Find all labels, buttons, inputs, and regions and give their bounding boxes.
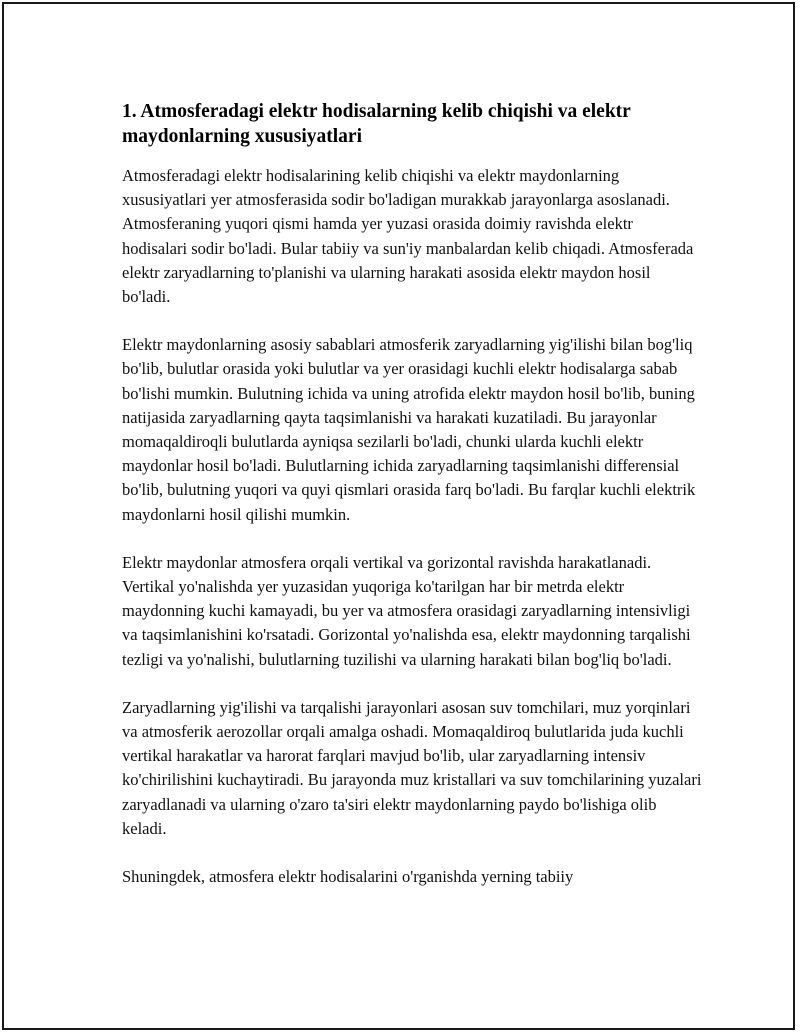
paragraph-5: Shuningdek, atmosfera elektr hodisalarini o'rganishda yerning tabiiy [122,867,574,887]
document-body [122,99,702,913]
paragraph-1: Atmosferadagi elektr hodisalarining kelib chiqishi va elektr maydonlarning xususiyatlari yer atmosferasida sodir bo'ladigan murakkab jarayonlarga asoslanadi. Atmosferaning yuqori qismi hamda yer yuzasi orasida doimiy ravishda elektr hodisalari sodir bo'ladi. Bular tabiiy va sun'iy manbalardan kelib chiqadi. Atmosferada elektr zaryadlarning to'planishi va ularning harakati asosida elektr maydon hosil bo'ladi. [122,166,694,307]
paragraph-2: Elektr maydonlarning asosiy sabablari atmosferik zaryadlarning yig'ilishi bilan bog'liq bo'lib, bulutlar orasida yoki bulutlar va yer orasidagi kuchli elektr hodisalarga sabab bo'lishi mumkin. Bulutning ichida va uning atrofida elektr maydon hosil bo'lib, buning natijasida zaryadlarning qayta taqsimlanishi va harakati kuzatiladi. Bu jarayonlar momaqaldiroqli bulutlarda ayniqsa sezilarli bo'ladi, chunki ularda kuchli elektr maydonlar hosil bo'ladi. Bulutlarning ichida zaryadlarning taqsimlanishi differensial bo'lib, bulutning yuqori va quyi qismlari orasida farq bo'ladi. Bu farqlar kuchli elektrik maydonlarni hosil qilishi mumkin. [122,335,696,524]
section-heading: 1. Atmosferadagi elektr hodisalarning kelib chiqishi va elektr maydonlarning xususiyatlari [122,101,631,147]
paragraph-4: Zaryadlarning yig'ilishi va tarqalishi jarayonlari asosan suv tomchilari, muz yorqinlari va atmosferik aerozollar orqali amalga oshadi. Momaqaldiroq bulutlarida juda kuchli vertikal harakatlar va harorat farqlari mavjud bo'lib, ular zaryadlarning intensiv ko'chirilishini kuchaytiradi. Bu jarayonda muz kristallari va suv tomchilarining yuzalari zaryadlanadi va ularning o'zaro ta'siri elektr maydonlarning paydo bo'lishiga olib keladi. [122,697,702,838]
paragraph-3: Elektr maydonlar atmosfera orqali vertikal va gorizontal ravishda harakatlanadi. Vertikal yo'nalishda yer yuzasidan yuqoriga ko'tarilgan har bir metrda elektr maydonning kuchi kamayadi, bu yer va atmosfera orasidagi zaryadlarning intensivligi va taqsimlanishini ko'rsatadi. Gorizontal yo'nalishda esa, elektr maydonning tarqalishi tezligi va yo'nalishi, bulutlarning tuzilishi va ularning harakati bilan bog'liq bo'ladi. [122,552,691,669]
page-frame [2,2,795,1030]
